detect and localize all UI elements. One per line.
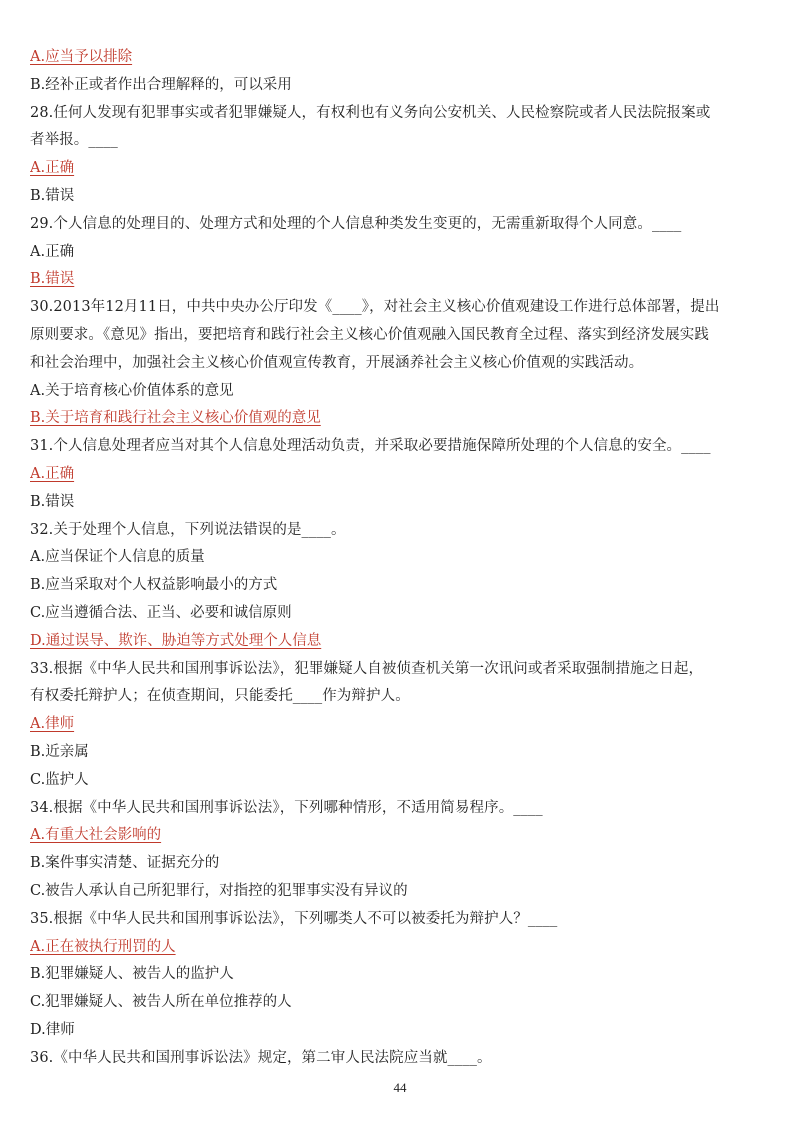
correct-answer-option: A.正在被执行刑罚的人 [30, 938, 176, 955]
question-text: 者举报。____ [30, 132, 118, 149]
question-text: 32.关于处理个人信息，下列说法错误的是____。 [30, 521, 346, 538]
answer-option: B.应当采取对个人权益影响最小的方式 [30, 577, 278, 594]
answer-option: A.关于培育核心价值体系的意见 [30, 382, 234, 399]
page-number: 44 [393, 1080, 407, 1095]
question-text: 28.任何人发现有犯罪事实或者犯罪嫌疑人，有权利也有义务向公安机关、人民检察院或者人民法院报案或 [30, 104, 711, 121]
question-text: 34.根据《中华人民共和国刑事诉讼法》，下列哪种情形，不适用简易程序。____ [30, 799, 543, 816]
question-text: 30.2013年12月11日，中共中央办公厅印发《____》，对社会主义核心价值观建设工作进行总体部署，提出 [30, 299, 720, 316]
correct-answer-option: A.有重大社会影响的 [30, 827, 162, 844]
correct-answer-option: A.正确 [30, 465, 75, 482]
correct-answer-option: A.应当予以排除 [30, 49, 133, 65]
correct-answer-option: B.关于培育和践行社会主义核心价值观的意见 [30, 410, 321, 427]
question-text: 36.《中华人民共和国刑事诉讼法》规定，第二审人民法院应当就____。 [30, 1049, 492, 1066]
answer-option: B.错误 [30, 493, 75, 510]
answer-option: B.近亲属 [30, 743, 89, 760]
question-text: 有权委托辩护人；在侦查期间，只能委托____作为辩护人。 [30, 688, 410, 705]
question-text: 原则要求。《意见》指出，要把培育和践行社会主义核心价值观融入国民教育全过程、落实到经济发展实践 [30, 326, 709, 343]
answer-option: D.律师 [30, 1021, 75, 1038]
correct-answer-option: D.通过误导、欺诈、胁迫等方式处理个人信息 [30, 632, 322, 649]
correct-answer-option: B.错误 [30, 271, 75, 288]
question-text: 31.个人信息处理者应当对其个人信息处理活动负责，并采取必要措施保障所处理的个人信息的安全。____ [30, 438, 711, 455]
answer-option: A.应当保证个人信息的质量 [30, 549, 205, 566]
answer-option: C.犯罪嫌疑人、被告人所在单位推荐的人 [30, 994, 292, 1011]
answer-option: C.监护人 [30, 771, 89, 788]
correct-answer-option: A.正确 [30, 160, 75, 177]
correct-answer-option: A.律师 [30, 716, 75, 733]
answer-option: C.被告人承认自己所犯罪行，对指控的犯罪事实没有异议的 [30, 882, 408, 899]
question-text: 35.根据《中华人民共和国刑事诉讼法》，下列哪类人不可以被委托为辩护人？____ [30, 910, 558, 927]
question-text: 33.根据《中华人民共和国刑事诉讼法》，犯罪嫌疑人自被侦查机关第一次讯问或者采取强制措施之日起， [30, 660, 704, 677]
answer-option: B.经补正或者作出合理解释的，可以采用 [30, 76, 292, 93]
answer-option: A.正确 [30, 243, 75, 260]
answer-option: B.犯罪嫌疑人、被告人的监护人 [30, 966, 234, 983]
question-text: 和社会治理中，加强社会主义核心价值观宣传教育，开展涵养社会主义核心价值观的实践活动。 [30, 354, 644, 371]
answer-option: B.案件事实清楚、证据充分的 [30, 855, 220, 872]
question-list [30, 44, 772, 1072]
answer-option: B.错误 [30, 187, 75, 204]
question-text: 29.个人信息的处理目的、处理方式和处理的个人信息种类发生变更的，无需重新取得个人同意。____ [30, 215, 682, 232]
answer-option: C.应当遵循合法、正当、必要和诚信原则 [30, 604, 292, 621]
